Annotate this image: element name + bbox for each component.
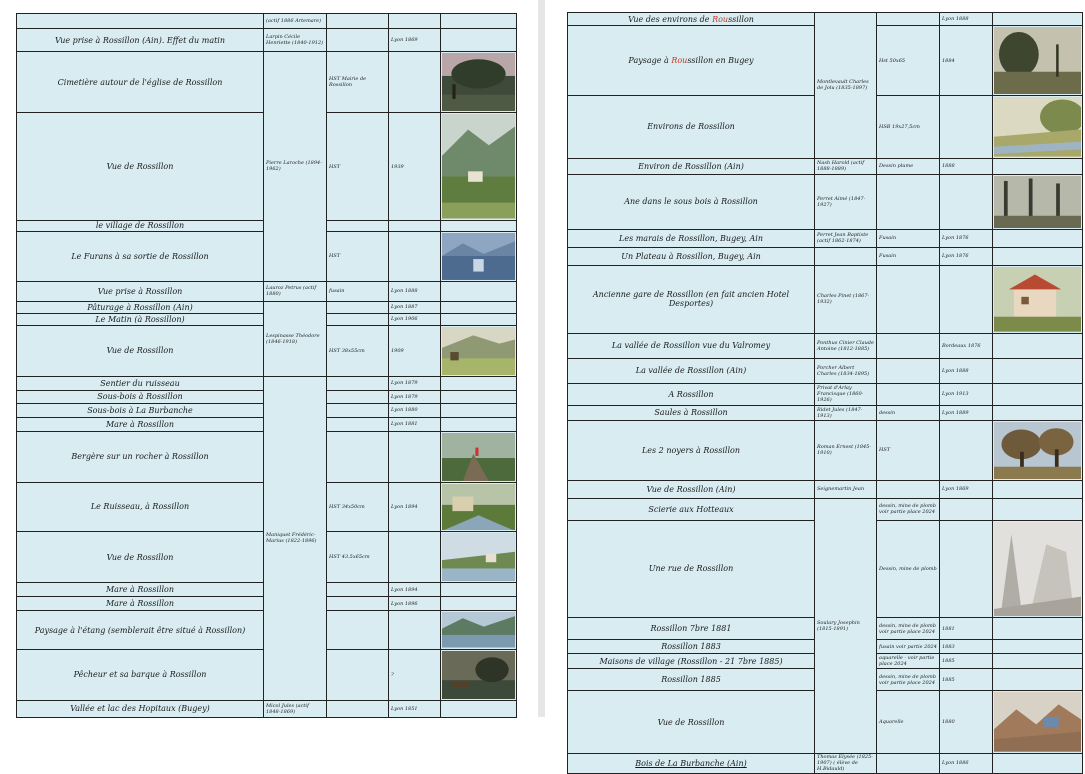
table-row (568, 480, 1083, 498)
artist-cell: Lauroz Petrus (actif 1880) (264, 281, 327, 301)
info-cell: fusain (327, 281, 389, 301)
painting-thumbnail[interactable] (441, 482, 517, 532)
table-row (568, 333, 1083, 358)
artist-cell: Pierre Laroche (1894-1962) (264, 52, 327, 282)
info-cell: Fusain (877, 247, 940, 265)
artist-cell: Montlevault Charles de Jolu (1835-1897) (815, 13, 877, 159)
date-cell: Lyon 1913 (940, 383, 993, 405)
title-cell: Le Ruisseau, à Rossillon (17, 482, 264, 532)
table-row (568, 753, 1083, 773)
date-cell: Bordeaux 1876 (940, 333, 993, 358)
table-row (568, 405, 1083, 420)
info-cell: HST 43.5x65cm (327, 532, 389, 583)
date-cell: Lyon 1880 (389, 403, 441, 417)
date-cell: Lyon 1888 (389, 281, 441, 301)
painting-thumbnail[interactable] (441, 611, 517, 649)
date-cell: Lyon 1881 (389, 417, 441, 431)
date-cell: Lyon 1869 (940, 480, 993, 498)
date-cell: Lyon 1887 (389, 301, 441, 313)
title-cell: Les marais de Rossillon, Bugey, Ain (568, 229, 815, 247)
painting-thumbnail[interactable] (993, 26, 1083, 96)
title-cell: Rossillon 1885 (568, 669, 815, 691)
date-cell: Lyon 1888 (940, 358, 993, 383)
artist-cell: Porcher Albert Charles (1834-1895) (815, 358, 877, 383)
title-cell: Sous-bois à La Burbanche (17, 403, 264, 417)
title-cell: Vallée et lac des Hopitaux (Bugey) (17, 700, 264, 717)
info-cell: Aquarelle (877, 691, 940, 754)
title-cell: Vue de Rossillon (568, 691, 815, 754)
title-cell: Saules à Rossillon (568, 405, 815, 420)
date-cell: Lyon 1869 (389, 29, 441, 52)
title-cell: le village de Rossillon (17, 220, 264, 231)
title-cell: Environs de Rossillon (568, 96, 815, 159)
title-cell: Paysage à Roussillon en Bugey (568, 26, 815, 96)
title-cell: Vue de Rossillon (Ain) (568, 480, 815, 498)
artist-cell: Charles Pinet (1867-1932) (815, 265, 877, 333)
date-cell: 1885 (940, 669, 993, 691)
info-cell: fusain voir partie 2024 (877, 640, 940, 654)
artist-cell: Perret Aimé (1847-1927) (815, 174, 877, 229)
title-cell: Scierie aux Hotteaux (568, 498, 815, 520)
date-cell: 1939 (389, 113, 441, 220)
artist-cell: Maniquet Frédéric-Marius (1822-1896) (264, 376, 327, 700)
title-cell: Rossillon 7bre 1881 (568, 618, 815, 640)
painting-thumbnail[interactable] (441, 113, 517, 220)
artist-cell: Larpin Cécile Henriette (1840-1912) (264, 29, 327, 52)
title-cell: Ane dans le sous bois à Rossillon (568, 174, 815, 229)
painting-thumbnail[interactable] (993, 96, 1083, 159)
date-cell: Lyon 1879 (389, 390, 441, 403)
title-cell: Cimetière autour de l'église de Rossillon (17, 52, 264, 113)
painting-thumbnail[interactable] (441, 231, 517, 281)
date-cell: 1883 (940, 640, 993, 654)
table-row (568, 158, 1083, 174)
artist-cell: Soulary Josephin (1815-1891) (815, 498, 877, 753)
artist-cell: Micol Jules (actif 1848-1869) (264, 700, 327, 717)
painting-thumbnail[interactable] (441, 52, 517, 113)
table-row (17, 29, 517, 52)
painting-thumbnail[interactable] (993, 520, 1083, 617)
table-row (568, 498, 1083, 520)
page-divider (538, 0, 545, 717)
painting-thumbnail[interactable] (993, 174, 1083, 229)
painting-thumbnail[interactable] (993, 265, 1083, 333)
painting-thumbnail[interactable] (993, 691, 1083, 754)
info-cell: dessin, mine de plomb voir partie place 2024 (877, 498, 940, 520)
title-cell: Rossillon 1883 (568, 640, 815, 654)
artist-cell: Perret Jean Baptiste (actif 1862-1874) (815, 229, 877, 247)
table-row (568, 247, 1083, 265)
left-catalogue-table (16, 13, 517, 718)
date-cell: Lyon 1876 (940, 229, 993, 247)
painting-thumbnail[interactable] (441, 532, 517, 583)
title-cell: A Rossillon (568, 383, 815, 405)
table-row (568, 174, 1083, 229)
right-catalogue-table (567, 12, 1083, 774)
table-row (568, 13, 1083, 26)
date-cell: Lyon 1876 (940, 247, 993, 265)
artist-cell: Ponthus Cinier Claude Antoine (1812-1885) (815, 333, 877, 358)
artist-cell: Thomas Elysée (1825-1907) ( élève de H.Bidauld) (815, 753, 877, 773)
table-row (17, 52, 517, 113)
title-link[interactable]: Bois de La Burbanche (Ain) (635, 758, 747, 768)
artist-cell: Lespinasse Théodore (1846-1918) (264, 301, 327, 376)
date-cell: Lyon 1889 (940, 405, 993, 420)
title-cell: Mare à Rossillon (17, 583, 264, 597)
title-cell: Vue de Rossillon (17, 113, 264, 220)
title-cell (568, 753, 815, 773)
title-cell: Vue prise à Rossillon (Ain). Effet du matin (17, 29, 264, 52)
date-cell: Lyon 1896 (389, 597, 441, 611)
highlighted-text: Rou (712, 14, 729, 24)
date-cell: 1888 (940, 158, 993, 174)
title-cell: Mare à Rossillon (17, 417, 264, 431)
title-cell: Le Matin (à Rossillon) (17, 313, 264, 325)
title-cell: Vue de Rossillon (17, 532, 264, 583)
table-row (17, 301, 517, 313)
info-cell: HST (327, 231, 389, 281)
title-cell: La vallée de Rossillon vue du Valromey (568, 333, 815, 358)
title-cell: Mare à Rossillon (17, 597, 264, 611)
artist-cell: Seignemartin Jean (815, 480, 877, 498)
table-row (568, 358, 1083, 383)
title-cell: Ancienne gare de Rossillon (en fait ancien Hotel Desportes) (568, 265, 815, 333)
info-cell: dessin (877, 405, 940, 420)
title-cell: Vue des environs de Roussillon (568, 13, 815, 26)
title-cell: La vallée de Rossillon (Ain) (568, 358, 815, 383)
info-cell: HSB 19x27,5cm (877, 96, 940, 159)
info-cell: aquarelle - voir partie place 2024 (877, 654, 940, 669)
date-cell: 1881 (940, 618, 993, 640)
title-cell: Maisons de village (Rossillon - 21 7bre 1885) (568, 654, 815, 669)
info-cell: HST Mairie de Rossillon (327, 52, 389, 113)
info-cell: dessin, mine de plomb voir partie place 2024 (877, 669, 940, 691)
artist-cell: Ridet Jules (1847-1913) (815, 405, 877, 420)
title-cell: Un Plateau à Rossillon, Bugey, Ain (568, 247, 815, 265)
painting-thumbnail[interactable] (441, 325, 517, 376)
title-cell: Vue prise à Rossillon (17, 281, 264, 301)
title-cell: Sentier du ruisseau (17, 376, 264, 390)
info-cell: Hst 50x65 (877, 26, 940, 96)
title-cell: Sous-bois à Rossillon (17, 390, 264, 403)
right-page (545, 0, 1085, 773)
date-cell: 1880 (940, 691, 993, 754)
date-cell: ? (389, 649, 441, 700)
title-cell: Pâturage à Rossillon (Ain) (17, 301, 264, 313)
table-row (17, 14, 517, 29)
title-cell: Une rue de Rossillon (568, 520, 815, 617)
title-cell: Le Furans à sa sortie de Rossillon (17, 231, 264, 281)
date-cell: Lyon 1888 (940, 13, 993, 26)
artist-cell: (actif 1886 Artemare) (264, 14, 327, 29)
date-cell: Lyon 1894 (389, 583, 441, 597)
table-row (17, 700, 517, 717)
info-cell: Dessin, mine de plomb (877, 520, 940, 617)
table-row (568, 229, 1083, 247)
info-cell: Fusain (877, 229, 940, 247)
date-cell: 1884 (940, 26, 993, 96)
artist-cell: Nash Harold (actif 1888-1889) (815, 158, 877, 174)
info-cell: HST (877, 420, 940, 480)
table-row (568, 383, 1083, 405)
date-cell: 1885 (940, 654, 993, 669)
highlighted-text: Rou (671, 56, 688, 66)
date-cell: Lyon 1894 (389, 482, 441, 532)
table-row (17, 281, 517, 301)
artist-cell: Privat d'Arlay Francisque (1860-1926) (815, 383, 877, 405)
date-cell: Lyon 1886 (940, 753, 993, 773)
title-cell: Environ de Rossillon (Ain) (568, 158, 815, 174)
painting-thumbnail[interactable] (993, 420, 1083, 480)
left-page (0, 0, 538, 717)
title-cell (17, 14, 264, 29)
table-row (568, 420, 1083, 480)
info-cell: HST 34x50cm (327, 482, 389, 532)
title-cell: Vue de Rossillon (17, 325, 264, 376)
date-cell: Lyon 1906 (389, 313, 441, 325)
date-cell: Lyon 1879 (389, 376, 441, 390)
date-cell: Lyon 1851 (389, 700, 441, 717)
table-row (568, 265, 1083, 333)
table-row (17, 376, 517, 390)
artist-cell: Roman Ernest (1845-1910) (815, 420, 877, 480)
date-cell: 1909 (389, 325, 441, 376)
painting-thumbnail[interactable] (441, 431, 517, 482)
painting-thumbnail[interactable] (441, 649, 517, 700)
title-cell: Pêcheur et sa barque à Rossillon (17, 649, 264, 700)
info-cell: HST 38x55cm (327, 325, 389, 376)
title-cell: Paysage à l'étang (semblerait être situé à Rossillon) (17, 611, 264, 649)
info-cell: Dessin plume (877, 158, 940, 174)
info-cell: dessin, mine de plomb voir partie place 2024 (877, 618, 940, 640)
title-cell: Les 2 noyers à Rossillon (568, 420, 815, 480)
title-cell: Bergère sur un rocher à Rossillon (17, 431, 264, 482)
info-cell: HST (327, 113, 389, 220)
